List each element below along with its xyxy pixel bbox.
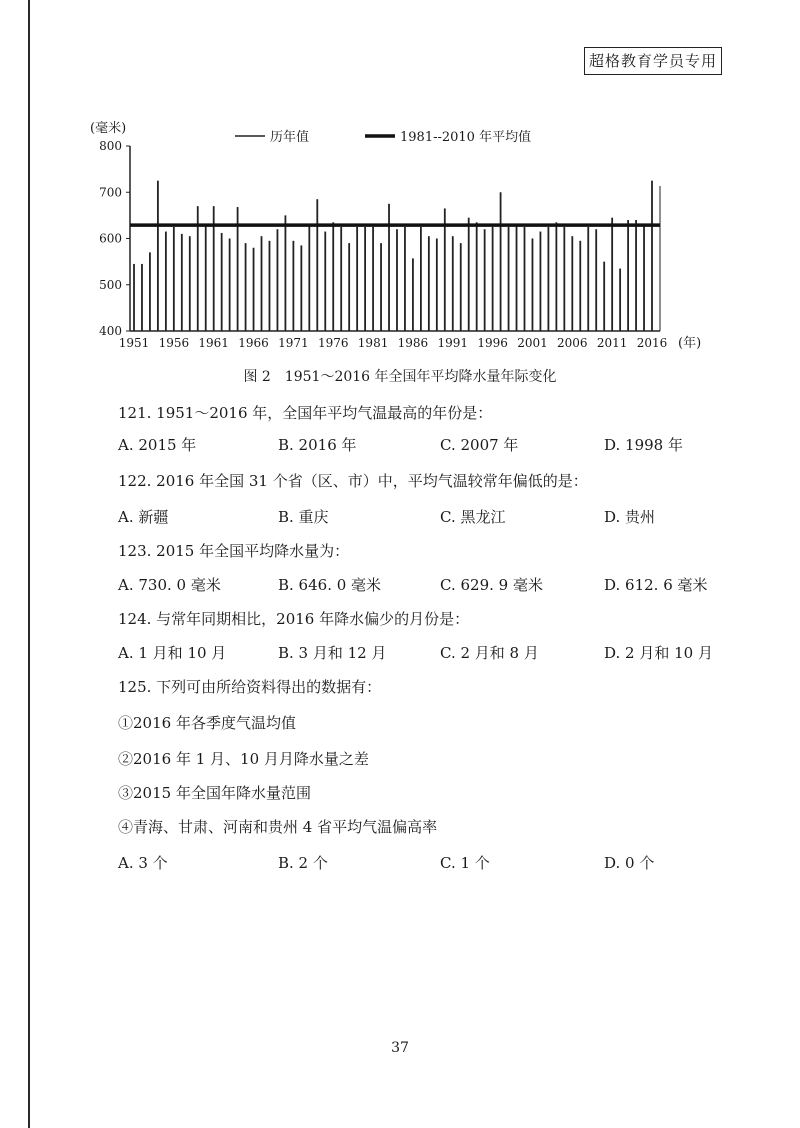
bar <box>524 227 526 331</box>
bar <box>189 236 191 331</box>
q125-option-d: D. 0 个 <box>604 854 655 872</box>
q125-statement-4: ④青海、甘肃、河南和贵州 4 省平均气温偏高率 <box>118 818 438 836</box>
x-tick-label: 1971 <box>278 336 309 350</box>
x-axis-label: (年) <box>678 336 702 351</box>
bar <box>364 227 366 331</box>
precipitation-chart <box>90 116 710 366</box>
y-tick-label: 700 <box>99 185 122 200</box>
q125-statement-2: ②2016 年 1 月、10 月月降水量之差 <box>118 750 369 768</box>
y-axis-label: (毫米) <box>90 121 127 136</box>
bar <box>141 264 143 331</box>
bar <box>548 227 550 331</box>
bar <box>133 264 135 331</box>
q124-option-b: B. 3 月和 12 月 <box>278 644 387 662</box>
q122-option-a: A. 新疆 <box>118 508 169 526</box>
q123-option-b: B. 646. 0 毫米 <box>278 576 382 594</box>
y-tick-label: 600 <box>99 231 122 246</box>
bar <box>149 252 151 331</box>
bar <box>468 218 470 331</box>
q125-option-a: A. 3 个 <box>118 854 168 872</box>
q121-option-d: D. 1998 年 <box>604 436 683 454</box>
q122-option-b: B. 重庆 <box>278 508 329 526</box>
bar <box>324 232 326 331</box>
bar <box>253 248 255 331</box>
bar <box>404 227 406 331</box>
x-tick-label: 1981 <box>357 336 389 350</box>
bar <box>388 204 390 331</box>
bar <box>571 236 573 331</box>
question-123: 123. 2015 年全国平均降水量为： <box>118 542 350 560</box>
bar <box>261 236 263 331</box>
bar <box>332 222 334 331</box>
bar <box>508 227 510 331</box>
bar <box>627 220 629 331</box>
bar <box>643 225 645 331</box>
q125-option-b: B. 2 个 <box>278 854 328 872</box>
q123-option-d: D. 612. 6 毫米 <box>604 576 708 594</box>
page-number: 37 <box>391 1040 409 1056</box>
bar <box>157 181 159 331</box>
bar <box>173 227 175 331</box>
q123-option-c: C. 629. 9 毫米 <box>440 576 543 594</box>
chart-caption: 图 2 1951～2016 年全国年平均降水量年际变化 <box>243 369 557 385</box>
bar <box>484 229 486 331</box>
bar <box>635 220 637 331</box>
y-tick-label: 500 <box>99 277 122 292</box>
bar <box>300 245 302 331</box>
question-125: 125. 下列可由所给资料得出的数据有： <box>118 678 382 696</box>
bar <box>540 232 542 331</box>
bar <box>428 236 430 331</box>
question-124: 124. 与常年同期相比，2016 年降水偏少的月份是： <box>118 610 470 628</box>
bar <box>348 243 350 331</box>
x-tick-label: 2006 <box>557 336 588 350</box>
bar <box>277 229 279 331</box>
bar <box>516 226 518 331</box>
bar <box>292 241 294 331</box>
bar <box>356 227 358 331</box>
bar <box>245 243 247 331</box>
bar <box>603 262 605 331</box>
x-tick-label: 2011 <box>596 336 628 350</box>
x-tick-label: 1966 <box>238 336 269 350</box>
bar <box>476 222 478 331</box>
bar <box>372 227 374 331</box>
bar <box>532 239 534 332</box>
bar <box>611 218 613 331</box>
left-margin-rule <box>28 0 30 1128</box>
question-122: 122. 2016 年全国 31 个省（区、市）中，平均气温较常年偏低的是： <box>118 472 588 490</box>
q125-statement-1: ①2016 年各季度气温均值 <box>118 714 296 732</box>
bar <box>563 227 565 331</box>
x-tick-label: 1951 <box>118 336 150 350</box>
x-tick-label: 1956 <box>158 336 190 350</box>
legend-label-average: 1981--2010 年平均值 <box>400 130 532 145</box>
header-badge: 超格教育学员专用 <box>584 47 722 75</box>
q123-option-a: A. 730. 0 毫米 <box>118 576 221 594</box>
bar <box>308 226 310 331</box>
bar <box>221 233 223 331</box>
bar <box>452 236 454 331</box>
x-tick-label: 1996 <box>477 336 508 350</box>
bar <box>492 227 494 331</box>
bar <box>555 222 557 331</box>
q121-option-a: A. 2015 年 <box>118 436 197 454</box>
bar <box>269 241 271 331</box>
bar <box>380 243 382 331</box>
legend-label-annual: 历年值 <box>270 130 310 145</box>
q122-option-c: C. 黑龙江 <box>440 508 506 526</box>
q122-option-d: D. 贵州 <box>604 508 656 526</box>
bar <box>229 239 231 332</box>
q121-option-b: B. 2016 年 <box>278 436 357 454</box>
bar <box>579 241 581 331</box>
y-tick-label: 800 <box>99 139 122 153</box>
x-tick-label: 1986 <box>397 336 429 350</box>
bar <box>436 239 438 332</box>
x-tick-label: 2016 <box>636 336 668 350</box>
q125-option-c: C. 1 个 <box>440 854 490 872</box>
bar <box>285 215 287 331</box>
q124-option-c: C. 2 月和 8 月 <box>440 644 539 662</box>
bar <box>316 199 318 331</box>
bar <box>651 181 653 331</box>
bar <box>412 258 414 331</box>
bar <box>181 234 183 331</box>
bar <box>165 232 167 331</box>
bar <box>587 227 589 331</box>
q125-statement-3: ③2015 年全国年降水量范围 <box>118 784 311 802</box>
bar <box>340 227 342 331</box>
question-121: 121. 1951～2016 年，全国年平均气温最高的年份是： <box>118 404 493 422</box>
q124-option-d: D. 2 月和 10 月 <box>604 644 713 662</box>
bar <box>396 229 398 331</box>
bar <box>595 229 597 331</box>
x-tick-label: 1976 <box>317 336 349 350</box>
x-tick-label: 2001 <box>517 336 548 350</box>
bar <box>460 243 462 331</box>
x-tick-label: 1991 <box>437 336 469 350</box>
x-tick-label: 1961 <box>198 336 229 350</box>
y-tick-label: 400 <box>99 324 122 338</box>
bar <box>420 227 422 331</box>
q124-option-a: A. 1 月和 10 月 <box>118 644 227 662</box>
q121-option-c: C. 2007 年 <box>440 436 519 454</box>
bar <box>205 225 207 331</box>
bar <box>619 269 621 331</box>
bar <box>500 192 502 331</box>
